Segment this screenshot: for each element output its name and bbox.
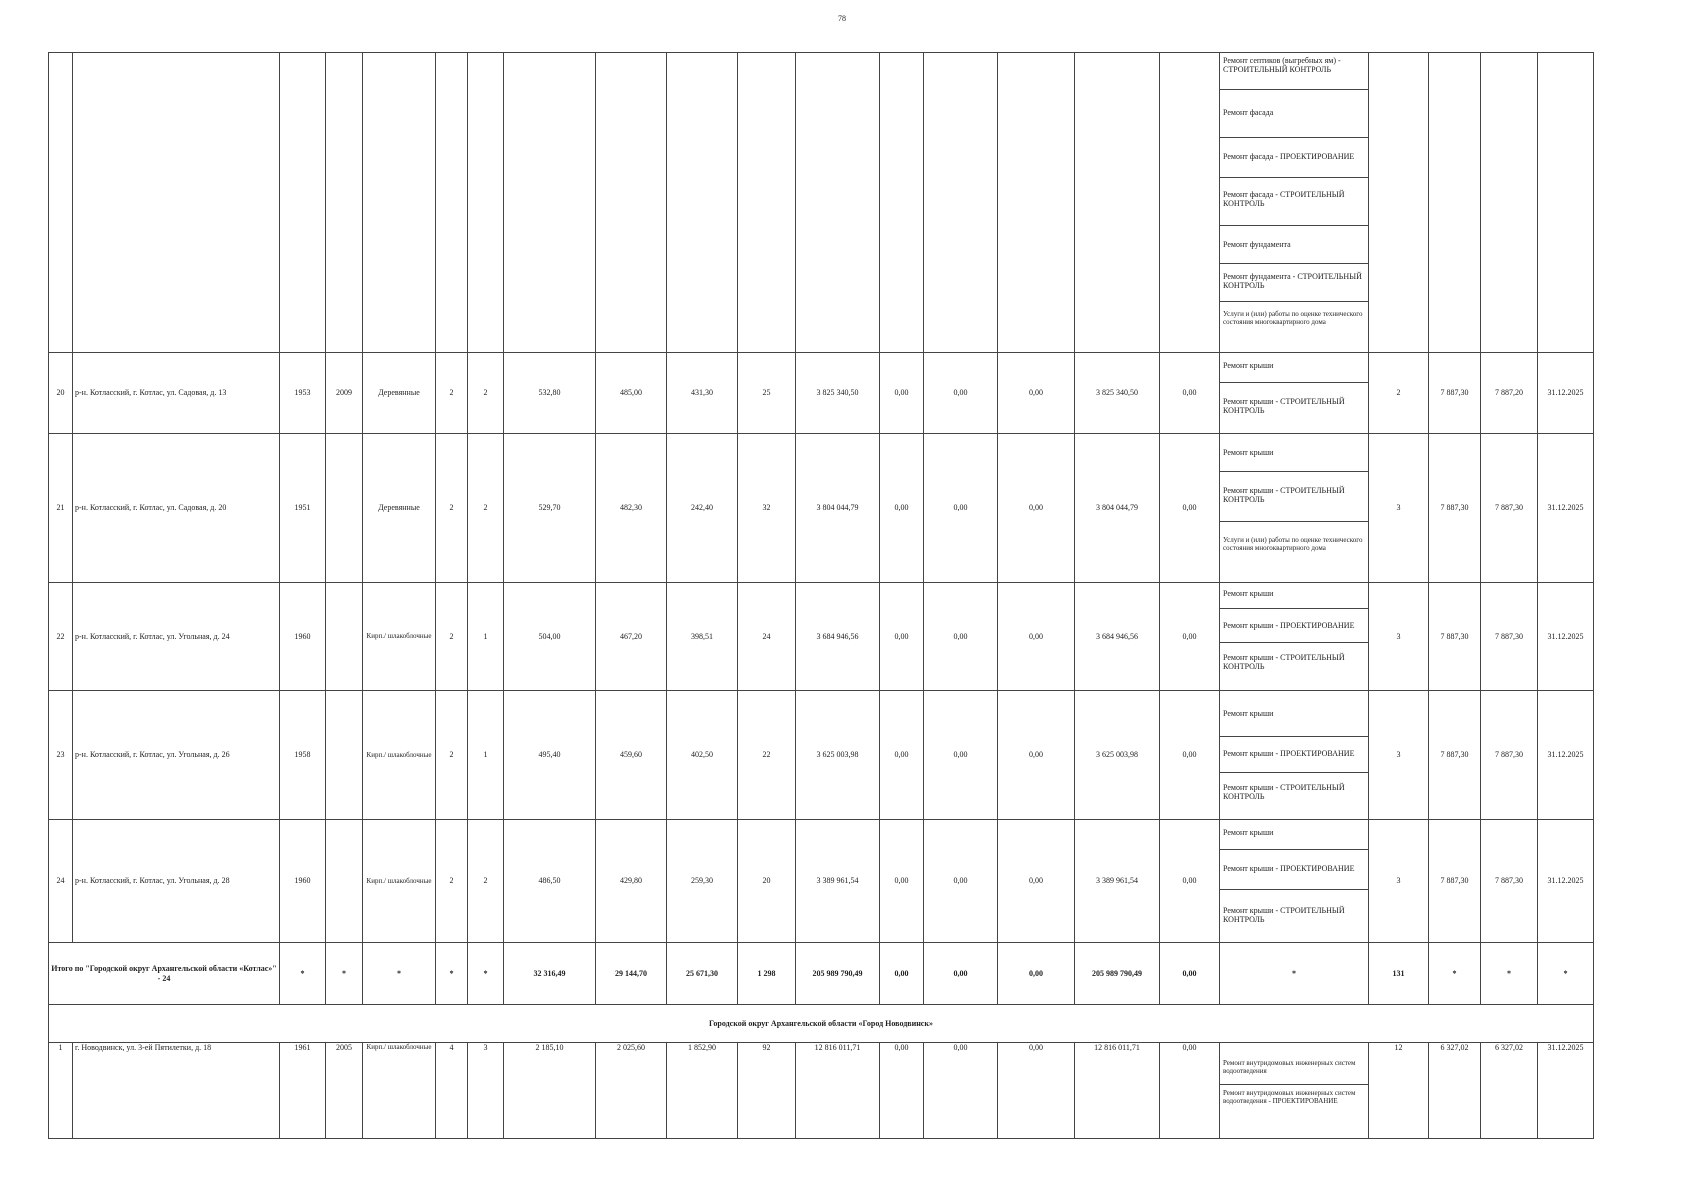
residents: 92 xyxy=(738,1043,796,1139)
other-amount: 0,00 xyxy=(1160,353,1220,434)
residents: 25 xyxy=(738,353,796,434)
unit-cost: 7 887,30 xyxy=(1429,820,1481,943)
deadline: 31.12.2025 xyxy=(1538,1043,1594,1139)
wall-material: Кирп./ шлакоблочные xyxy=(363,583,436,691)
owners-amount: 12 816 011,71 xyxy=(1075,1043,1160,1139)
local-amount: 0,00 xyxy=(998,434,1075,583)
local-amount: 0,00 xyxy=(998,820,1075,943)
work-item: Ремонт крыши xyxy=(1220,583,1368,609)
year-built: 1951 xyxy=(280,434,326,583)
continuation-row xyxy=(49,53,1594,353)
work-item: Ремонт крыши xyxy=(1220,820,1368,850)
total-owners: 205 989 790,49 xyxy=(1075,943,1160,1005)
work-item: Ремонт фасада - СТРОИТЕЛЬНЫЙ КОНТРОЛЬ xyxy=(1220,178,1368,226)
fund-amount: 0,00 xyxy=(880,691,924,820)
row-number: 21 xyxy=(49,434,73,583)
year-repair: 2009 xyxy=(326,353,363,434)
table-row xyxy=(49,820,1594,943)
work-item: Ремонт крыши - СТРОИТЕЛЬНЫЙ КОНТРОЛЬ xyxy=(1223,783,1345,802)
entrances: 3 xyxy=(468,1043,504,1139)
total-residents: 1 298 xyxy=(738,943,796,1005)
other-amount: 0,00 xyxy=(1160,434,1220,583)
year-repair xyxy=(326,820,363,943)
max-cost: 7 887,30 xyxy=(1481,820,1538,943)
cost-total: 3 825 340,50 xyxy=(796,353,880,434)
owners-amount: 3 825 340,50 xyxy=(1075,353,1160,434)
deadline: 31.12.2025 xyxy=(1538,434,1594,583)
floors: 2 xyxy=(436,820,468,943)
address: р-н. Котласский, г. Котлас, ул. Угольная, д. 24 xyxy=(73,583,280,691)
fund-amount: 0,00 xyxy=(880,583,924,691)
year-built: 1960 xyxy=(280,820,326,943)
row-number: 1 xyxy=(49,1043,73,1139)
area-living: 431,30 xyxy=(667,353,738,434)
deadline: 31.12.2025 xyxy=(1538,820,1594,943)
regional-amount: 0,00 xyxy=(924,691,998,820)
area-rooms: 485,00 xyxy=(596,353,667,434)
total-floors: * xyxy=(436,943,468,1005)
address: р-н. Котласский, г. Котлас, ул. Садовая, д. 13 xyxy=(73,353,280,434)
total-date: * xyxy=(1538,943,1594,1005)
year-repair: 2005 xyxy=(326,1043,363,1139)
fund-amount: 0,00 xyxy=(880,353,924,434)
area-rooms: 459,60 xyxy=(596,691,667,820)
area-rooms: 482,30 xyxy=(596,434,667,583)
work-item: Ремонт крыши - ПРОЕКТИРОВАНИЕ xyxy=(1220,737,1368,773)
residents: 20 xyxy=(738,820,796,943)
works-count: 3 xyxy=(1369,691,1429,820)
unit-cost: 6 327,02 xyxy=(1429,1043,1481,1139)
row-number: 20 xyxy=(49,353,73,434)
work-item: Ремонт крыши - СТРОИТЕЛЬНЫЙ КОНТРОЛЬ xyxy=(1223,653,1345,672)
year-built: 1953 xyxy=(280,353,326,434)
work-item: Ремонт крыши xyxy=(1220,691,1368,737)
fund-amount: 0,00 xyxy=(880,1043,924,1139)
local-amount: 0,00 xyxy=(998,583,1075,691)
local-amount: 0,00 xyxy=(998,353,1075,434)
year-built: 1958 xyxy=(280,691,326,820)
max-cost: 6 327,02 xyxy=(1481,1043,1538,1139)
total-area: 32 316,49 xyxy=(504,943,596,1005)
work-item: Ремонт крыши xyxy=(1220,353,1368,383)
wall-material: Деревянные xyxy=(363,353,436,434)
unit-cost: 7 887,30 xyxy=(1429,691,1481,820)
max-cost: 7 887,30 xyxy=(1481,434,1538,583)
table-row xyxy=(49,691,1594,820)
area-living: 259,30 xyxy=(667,820,738,943)
area-total: 529,70 xyxy=(504,434,596,583)
owners-amount: 3 804 044,79 xyxy=(1075,434,1160,583)
area-living: 402,50 xyxy=(667,691,738,820)
regional-amount: 0,00 xyxy=(924,353,998,434)
total-local: 0,00 xyxy=(998,943,1075,1005)
address: р-н. Котласский, г. Котлас, ул. Угольная, д. 28 xyxy=(73,820,280,943)
works-cell xyxy=(1220,53,1369,353)
owners-amount: 3 389 961,54 xyxy=(1075,820,1160,943)
fund-amount: 0,00 xyxy=(880,820,924,943)
regional-amount: 0,00 xyxy=(924,434,998,583)
work-item: Ремонт внутридомовых инженерных систем водоотведения xyxy=(1220,1043,1368,1085)
area-living: 1 852,90 xyxy=(667,1043,738,1139)
works-cell xyxy=(1220,820,1369,943)
cost-total: 3 804 044,79 xyxy=(796,434,880,583)
other-amount: 0,00 xyxy=(1160,820,1220,943)
area-total: 2 185,10 xyxy=(504,1043,596,1139)
floors: 2 xyxy=(436,691,468,820)
total-area-living: 25 671,30 xyxy=(667,943,738,1005)
total-fund: 0,00 xyxy=(880,943,924,1005)
area-living: 398,51 xyxy=(667,583,738,691)
area-living: 242,40 xyxy=(667,434,738,583)
cost-total: 3 684 946,56 xyxy=(796,583,880,691)
year-repair xyxy=(326,691,363,820)
max-cost: 7 887,20 xyxy=(1481,353,1538,434)
deadline: 31.12.2025 xyxy=(1538,353,1594,434)
work-item: Ремонт септиков (выгребных ям) - СТРОИТЕЛЬНЫЙ КОНТРОЛЬ xyxy=(1220,54,1368,90)
entrances: 2 xyxy=(468,820,504,943)
address: г. Новодвинск, ул. 3-ей Пятилетки, д. 18 xyxy=(73,1043,280,1139)
section-header-row xyxy=(49,1005,1594,1043)
work-item: Услуги и (или) работы по оценке технического состояния многоквартирного дома xyxy=(1223,536,1363,553)
cost-total: 3 625 003,98 xyxy=(796,691,880,820)
cost-total: 12 816 011,71 xyxy=(796,1043,880,1139)
area-rooms: 467,20 xyxy=(596,583,667,691)
max-cost: 7 887,30 xyxy=(1481,691,1538,820)
area-total: 532,80 xyxy=(504,353,596,434)
floors: 2 xyxy=(436,583,468,691)
wall-material: Кирп./ шлакоблочные xyxy=(363,1043,436,1139)
wall-material: Деревянные xyxy=(363,434,436,583)
regional-amount: 0,00 xyxy=(924,583,998,691)
max-cost: 7 887,30 xyxy=(1481,583,1538,691)
fund-amount: 0,00 xyxy=(880,434,924,583)
works-cell xyxy=(1220,691,1369,820)
area-total: 504,00 xyxy=(504,583,596,691)
total-count: 131 xyxy=(1369,943,1429,1005)
work-item: Услуги и (или) работы по оценке технического состояния многоквартирного дома xyxy=(1223,309,1363,326)
deadline: 31.12.2025 xyxy=(1538,583,1594,691)
total-cost: 205 989 790,49 xyxy=(796,943,880,1005)
total-area-rooms: 29 144,70 xyxy=(596,943,667,1005)
work-item: Ремонт крыши - ПРОЕКТИРОВАНИЕ xyxy=(1220,850,1368,890)
total-year-built: * xyxy=(280,943,326,1005)
area-total: 495,40 xyxy=(504,691,596,820)
repair-program-table xyxy=(48,52,1594,1139)
year-repair xyxy=(326,434,363,583)
unit-cost: 7 887,30 xyxy=(1429,434,1481,583)
year-built: 1960 xyxy=(280,583,326,691)
work-item: Ремонт фундамента xyxy=(1220,226,1368,264)
other-amount: 0,00 xyxy=(1160,691,1220,820)
total-material: * xyxy=(363,943,436,1005)
other-amount: 0,00 xyxy=(1160,583,1220,691)
total-entrances: * xyxy=(468,943,504,1005)
page-number: 78 xyxy=(838,14,846,23)
local-amount: 0,00 xyxy=(998,691,1075,820)
work-item: Ремонт фасада - ПРОЕКТИРОВАНИЕ xyxy=(1220,138,1368,178)
totals-row xyxy=(49,943,1594,1005)
floors: 2 xyxy=(436,434,468,583)
work-item: Ремонт крыши - СТРОИТЕЛЬНЫЙ КОНТРОЛЬ xyxy=(1223,397,1345,416)
section-title: Городской округ Архангельской области «Город Новодвинск» xyxy=(49,1005,1594,1043)
works-count: 3 xyxy=(1369,583,1429,691)
total-max-cost: * xyxy=(1481,943,1538,1005)
row-number: 24 xyxy=(49,820,73,943)
total-works: * xyxy=(1220,943,1369,1005)
residents: 24 xyxy=(738,583,796,691)
owners-amount: 3 625 003,98 xyxy=(1075,691,1160,820)
totals-label: Итого по "Городской округ Архангельской области «Котлас»" - 24 xyxy=(49,943,280,1005)
total-regional: 0,00 xyxy=(924,943,998,1005)
total-year-repair: * xyxy=(326,943,363,1005)
unit-cost: 7 887,30 xyxy=(1429,353,1481,434)
table-row xyxy=(49,583,1594,691)
entrances: 1 xyxy=(468,583,504,691)
works-count: 2 xyxy=(1369,353,1429,434)
table-row xyxy=(49,434,1594,583)
area-rooms: 429,80 xyxy=(596,820,667,943)
work-item: Ремонт крыши - ПРОЕКТИРОВАНИЕ xyxy=(1220,609,1368,643)
work-item: Ремонт крыши - СТРОИТЕЛЬНЫЙ КОНТРОЛЬ xyxy=(1223,906,1345,925)
regional-amount: 0,00 xyxy=(924,820,998,943)
entrances: 1 xyxy=(468,691,504,820)
works-count: 3 xyxy=(1369,434,1429,583)
address: р-н. Котласский, г. Котлас, ул. Угольная, д. 26 xyxy=(73,691,280,820)
cost-total: 3 389 961,54 xyxy=(796,820,880,943)
local-amount: 0,00 xyxy=(998,1043,1075,1139)
address: р-н. Котласский, г. Котлас, ул. Садовая, д. 20 xyxy=(73,434,280,583)
floors: 2 xyxy=(436,353,468,434)
unit-cost: 7 887,30 xyxy=(1429,583,1481,691)
works-cell xyxy=(1220,434,1369,583)
residents: 22 xyxy=(738,691,796,820)
work-item: Ремонт крыши - СТРОИТЕЛЬНЫЙ КОНТРОЛЬ xyxy=(1220,472,1368,522)
works-cell xyxy=(1220,583,1369,691)
deadline: 31.12.2025 xyxy=(1538,691,1594,820)
total-other: 0,00 xyxy=(1160,943,1220,1005)
works-cell xyxy=(1220,353,1369,434)
works-count: 12 xyxy=(1369,1043,1429,1139)
year-built: 1961 xyxy=(280,1043,326,1139)
work-item: Ремонт крыши xyxy=(1220,434,1368,472)
entrances: 2 xyxy=(468,353,504,434)
total-unit-cost: * xyxy=(1429,943,1481,1005)
wall-material: Кирп./ шлакоблочные xyxy=(363,820,436,943)
works-count: 3 xyxy=(1369,820,1429,943)
work-item: Ремонт фундамента - СТРОИТЕЛЬНЫЙ КОНТРОЛЬ xyxy=(1220,264,1368,302)
year-repair xyxy=(326,583,363,691)
row-number: 22 xyxy=(49,583,73,691)
row-number: 23 xyxy=(49,691,73,820)
wall-material: Кирп./ шлакоблочные xyxy=(363,691,436,820)
owners-amount: 3 684 946,56 xyxy=(1075,583,1160,691)
table-row xyxy=(49,353,1594,434)
residents: 32 xyxy=(738,434,796,583)
area-rooms: 2 025,60 xyxy=(596,1043,667,1139)
work-item: Ремонт внутридомовых инженерных систем водоотведения - ПРОЕКТИРОВАНИЕ xyxy=(1223,1089,1356,1106)
work-item: Ремонт фасада xyxy=(1220,90,1368,138)
table-row xyxy=(49,1043,1594,1139)
other-amount: 0,00 xyxy=(1160,1043,1220,1139)
floors: 4 xyxy=(436,1043,468,1139)
regional-amount: 0,00 xyxy=(924,1043,998,1139)
area-total: 486,50 xyxy=(504,820,596,943)
works-cell xyxy=(1220,1043,1369,1139)
entrances: 2 xyxy=(468,434,504,583)
